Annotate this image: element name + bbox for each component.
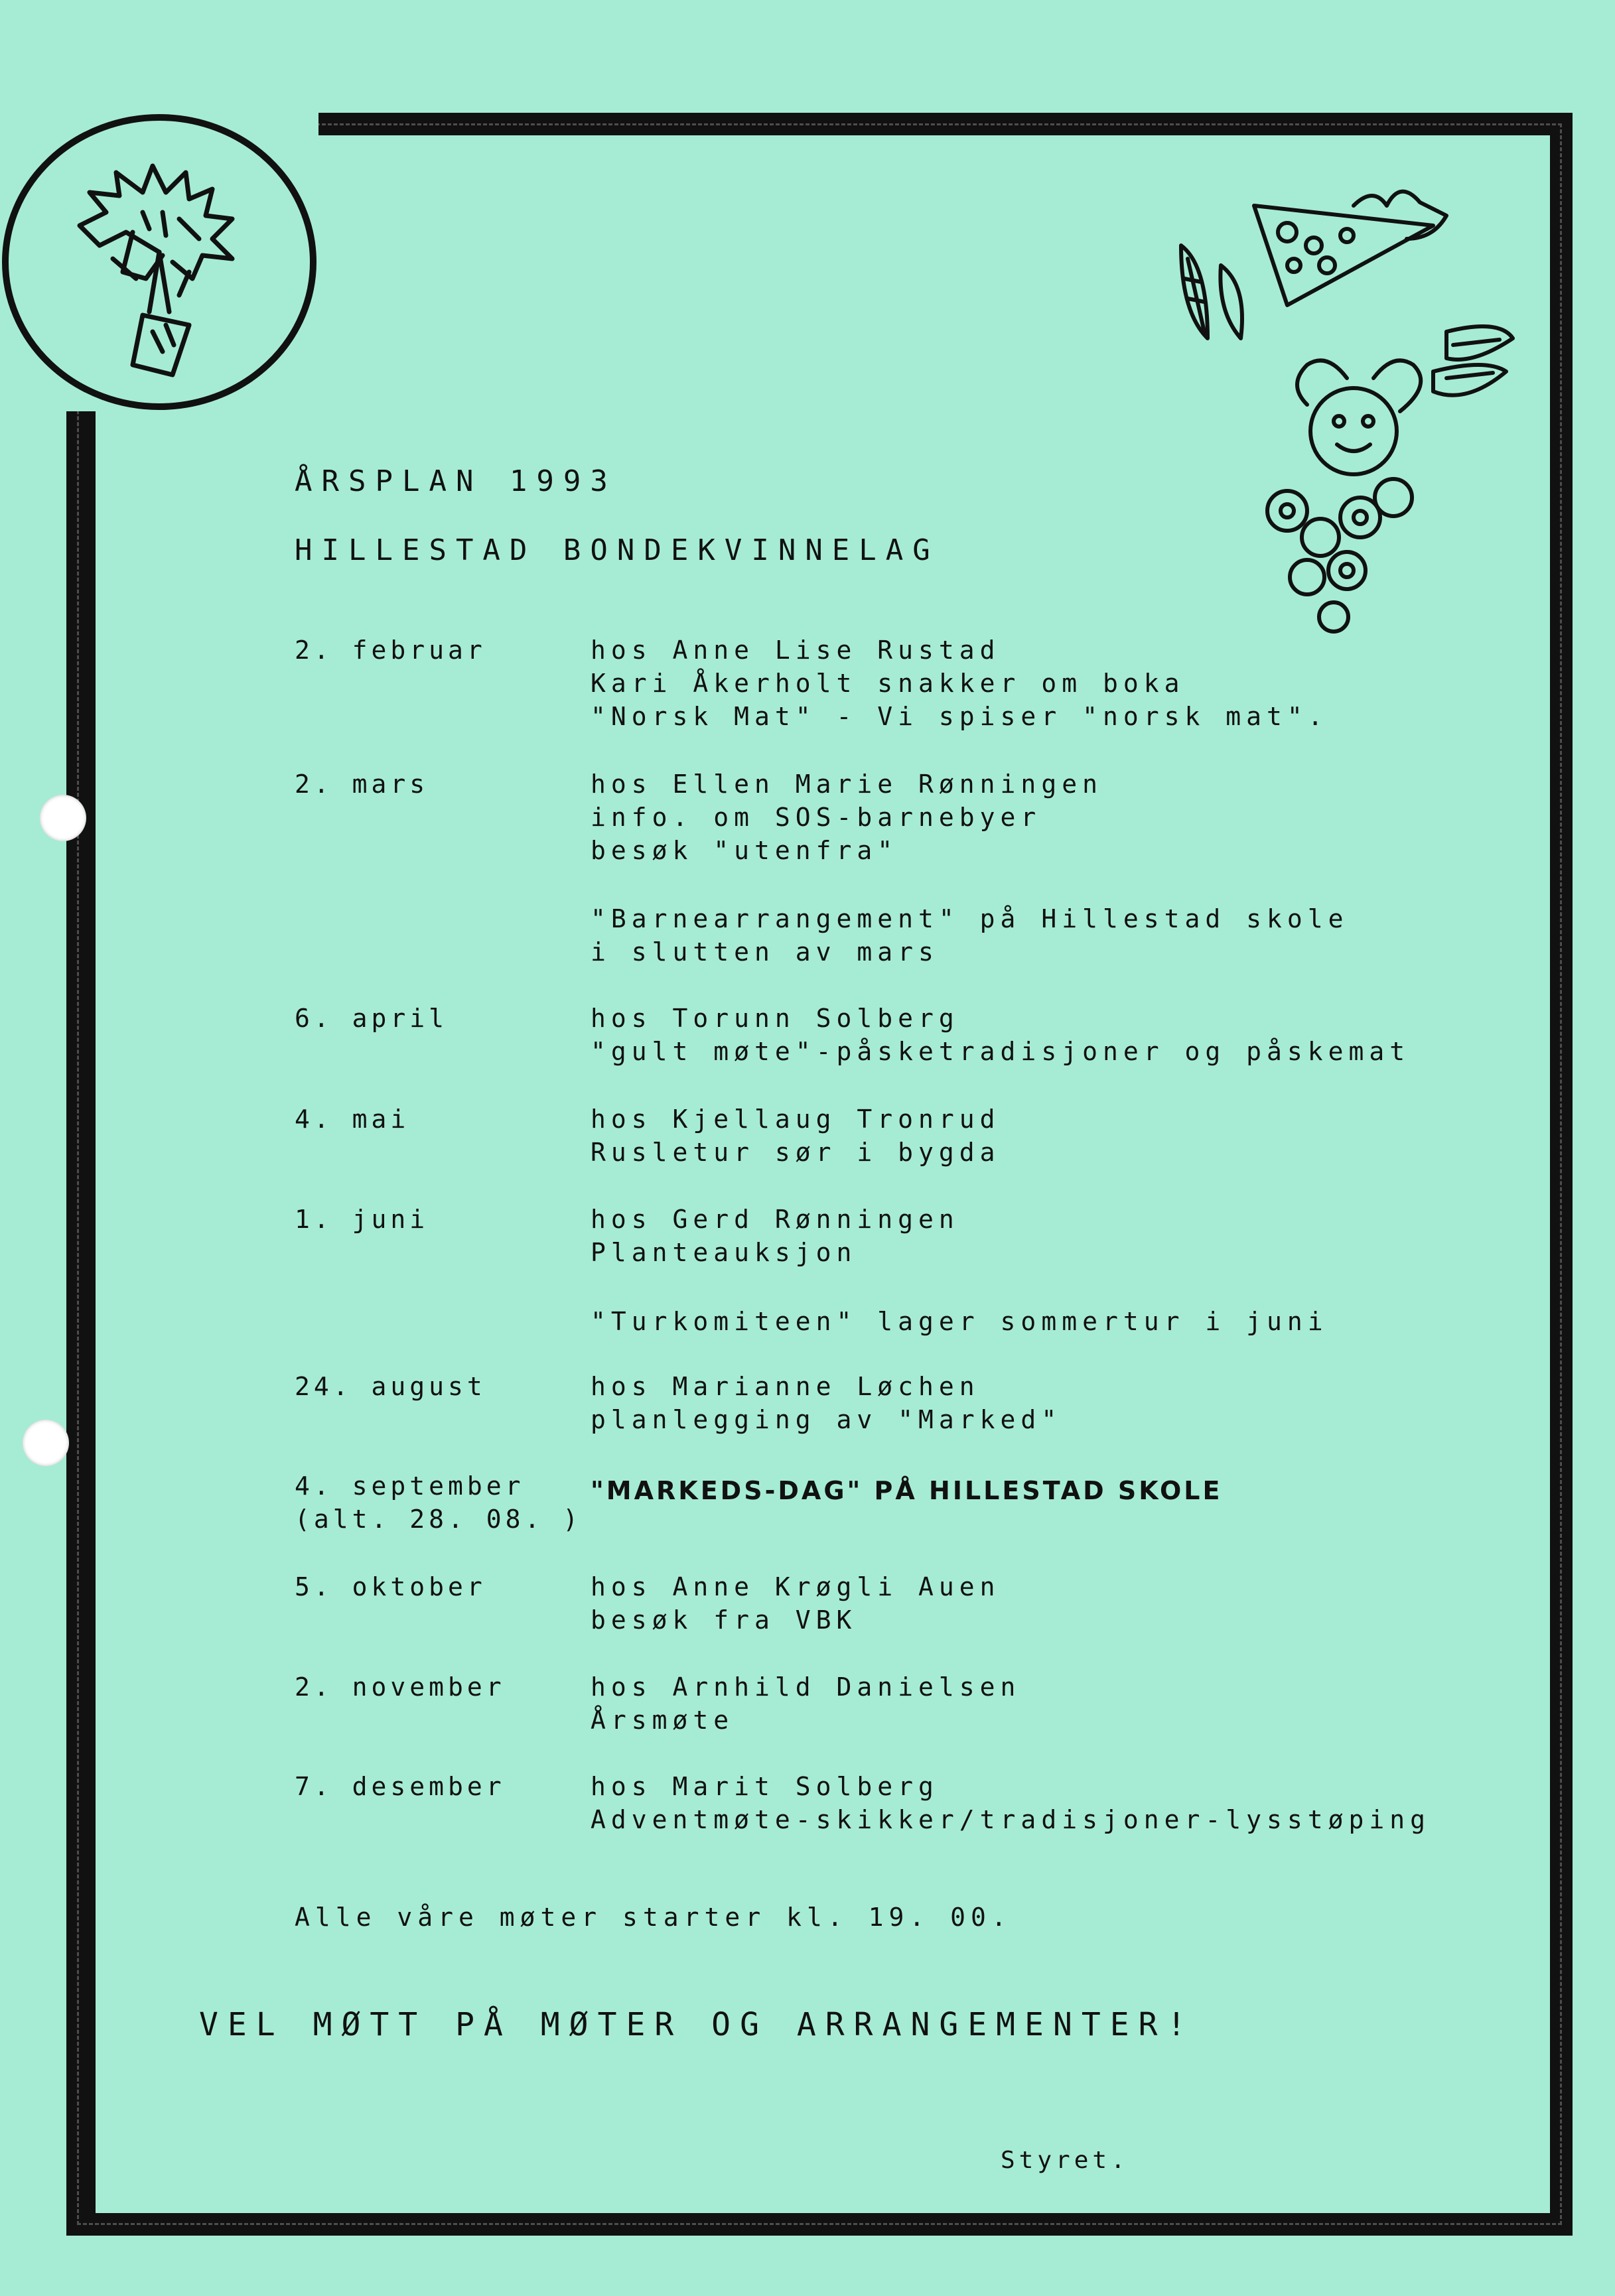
signature: Styret. [1001, 2147, 1129, 2174]
entry-line: hos Marit Solberg [591, 1772, 939, 1801]
entry-line: Årsmøte [591, 1706, 735, 1735]
punch-hole-upper [40, 795, 86, 841]
entry-line: i slutten av mars [591, 937, 939, 967]
entry-date-august: 24. august [295, 1372, 486, 1401]
entry-line: info. om SOS-barnebyer [591, 803, 1042, 832]
entry-line: Kari Åkerholt snakker om boka [591, 669, 1185, 698]
entry-line: hos Arnhild Danielsen [591, 1672, 1021, 1702]
page-title: ÅRSPLAN 1993 [295, 464, 617, 498]
entry-date-september-alternative: (alt. 28. 08. ) [295, 1505, 583, 1534]
entry-date-november: 2. november [295, 1672, 506, 1702]
entry-details-december [591, 1770, 1431, 1836]
entry-details-children-event [591, 902, 1348, 969]
folk-art-illustration-icon [1155, 166, 1526, 643]
wheat-sheaf-emblem-icon [0, 113, 318, 411]
entry-details-may [591, 1103, 1001, 1169]
entry-line: besøk fra VBK [591, 1605, 857, 1635]
entry-line: besøk "utenfra" [591, 836, 898, 865]
entry-details-october [591, 1570, 1001, 1637]
entry-line: "Norsk Mat" - Vi spiser "norsk mat". [591, 702, 1328, 731]
entry-date-october: 5. oktober [295, 1572, 486, 1601]
entry-line: planlegging av "Marked" [591, 1405, 1062, 1434]
entry-line: hos Anne Lise Rustad [591, 636, 1001, 665]
entry-line: "gult møte"-påsketradisjoner og påskemat [591, 1037, 1411, 1066]
entry-line-market-day: "MARKEDS-DAG" PÅ HILLESTAD SKOLE [591, 1476, 1223, 1505]
entry-details-february [591, 634, 1328, 733]
entry-details-june [591, 1203, 959, 1269]
welcome-slogan: VEL MØTT PÅ MØTER OG ARRANGEMENTER! [199, 2006, 1196, 2043]
entry-date-february: 2. februar [295, 636, 486, 665]
entry-details-september [591, 1474, 1222, 1507]
entry-line: Adventmøte-skikker/tradisjoner-lysstøping [591, 1805, 1431, 1834]
punch-hole-lower [23, 1420, 69, 1466]
entry-line: hos Torunn Solberg [591, 1004, 959, 1033]
entry-details-august [591, 1370, 1062, 1436]
entry-date-may: 4. mai [295, 1105, 410, 1134]
entry-details-november [591, 1670, 1020, 1737]
entry-details-march [591, 768, 1103, 867]
organization-name: HILLESTAD BONDEKVINNELAG [295, 533, 940, 567]
entry-line: Rusletur sør i bygda [591, 1138, 1001, 1167]
entry-details-april [591, 1002, 1410, 1068]
entry-line: hos Marianne Løchen [591, 1372, 980, 1401]
entry-line: hos Gerd Rønningen [591, 1205, 959, 1234]
entry-date-december: 7. desember [295, 1772, 506, 1801]
entry-line: "Turkomiteen" lager sommertur i juni [591, 1307, 1328, 1336]
entry-date-june: 1. juni [295, 1205, 429, 1234]
entry-line: hos Ellen Marie Rønningen [591, 770, 1103, 799]
entry-date-april: 6. april [295, 1004, 449, 1033]
meeting-time-note: Alle våre møter starter kl. 19. 00. [295, 1903, 1012, 1932]
entry-line: Planteauksjon [591, 1238, 857, 1267]
entry-date-september: 4. september [295, 1471, 525, 1501]
entry-line: hos Anne Krøgli Auen [591, 1572, 1001, 1601]
entry-line: hos Kjellaug Tronrud [591, 1105, 1001, 1134]
entry-date-march: 2. mars [295, 770, 429, 799]
entry-line: "Barnearrangement" på Hillestad skole [591, 904, 1349, 933]
entry-details-summer-trip [591, 1305, 1328, 1338]
